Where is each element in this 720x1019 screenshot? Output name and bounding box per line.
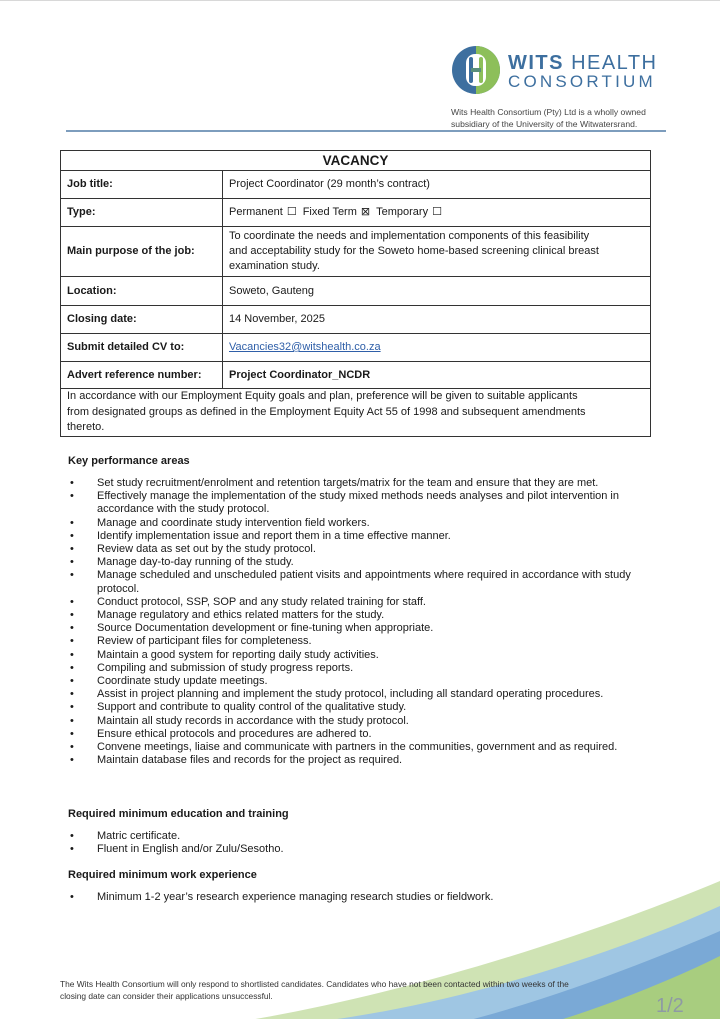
type-fixed-term-label: Fixed Term [302,206,357,218]
experience-heading: Required minimum work experience [68,869,257,881]
location-label: Location: [61,277,223,306]
vacancy-heading: VACANCY [61,151,651,171]
list-item: • Manage scheduled and unscheduled patient visits and appointments where required in accordance with study protocol. [68,569,658,595]
list-item: • Manage and coordinate study intervention field workers. [68,517,658,530]
list-item: • Convene meetings, liaise and communicate with partners in the communities, government and as required. [68,741,658,754]
location-value: Soweto, Gauteng [223,277,651,306]
list-item: • Conduct protocol, SSP, SOP and any study related training for staff. [68,596,658,609]
education-list [68,830,658,856]
list-item: • Maintain all study records in accordance with the study protocol. [68,715,658,728]
kpa-list [68,477,658,767]
list-item: • Matric certificate. [68,830,658,843]
page-number: 1/2 [656,995,684,1017]
logo-wordmark-top: WITS HEALTH [508,52,658,74]
type-permanent-label: Permanent [229,206,283,218]
table-row [61,334,651,362]
table-row [61,389,651,437]
list-item: • Set study recruitment/enrolment and retention targets/matrix for the team and ensure that they are met. [68,477,658,490]
main-purpose-value: To coordinate the needs and implementation components of this feasibility and acceptability study for the Soweto home-based screening clinical breast examination study. [223,227,651,277]
experience-list [68,891,658,904]
list-item: • Source Documentation development or fine-tuning when appropriate. [68,622,658,635]
list-item: • Assist in project planning and implement the study protocol, including all standard operating procedures. [68,688,658,701]
closing-date-label: Closing date: [61,306,223,334]
list-item: • Maintain a good system for reporting daily study activities. [68,649,658,662]
list-item: • Ensure ethical protocols and procedures are adhered to. [68,728,658,741]
list-item: • Maintain database files and records for the project as required. [68,754,658,767]
list-item: • Minimum 1-2 year’s research experience managing research studies or fieldwork. [68,891,658,904]
education-heading: Required minimum education and training [68,808,289,820]
list-item: • Identify implementation issue and report them in a time effective manner. [68,530,658,543]
fixed-term-checkbox-checked: ⊠ [360,206,371,218]
list-item: • Compiling and submission of study progress reports. [68,662,658,675]
type-label: Type: [61,199,223,227]
list-item: • Review data as set out by the study protocol. [68,543,658,556]
list-item: • Review of participant files for completeness. [68,635,658,648]
list-item: • Fluent in English and/or Zulu/Sesotho. [68,843,658,856]
permanent-checkbox: ☐ [286,206,297,218]
list-item: • Support and contribute to quality control of the qualitative study. [68,701,658,714]
cv-email-link[interactable]: Vacancies32@witshealth.co.za [229,341,381,353]
closing-date-value: 14 November, 2025 [223,306,651,334]
main-purpose-label: Main purpose of the job: [61,227,223,277]
company-logo [451,45,661,97]
table-row [61,199,651,227]
list-item: • Coordinate study update meetings. [68,675,658,688]
list-item: • Manage day-to-day running of the study. [68,556,658,569]
vacancy-heading-row [61,151,651,171]
subsidiary-note: Wits Health Consortium (Pty) Ltd is a wholly owned subsidiary of the University of the Witwatersrand. [451,107,646,129]
advert-ref-label: Advert reference number: [61,362,223,389]
submit-cv-cell [223,334,651,362]
type-temporary-label: Temporary [376,206,429,218]
table-row [61,171,651,199]
table-row [61,306,651,334]
advert-ref-value: Project Coordinator_NCDR [223,362,651,389]
list-item: • Effectively manage the implementation of the study mixed methods needs analyses and pilot intervention in accordance with the study protocol. [68,490,658,516]
vacancy-table [60,150,651,437]
list-item: • Manage regulatory and ethics related matters for the study. [68,609,658,622]
header-divider [66,130,666,132]
job-title-label: Job title: [61,171,223,199]
type-value [223,199,651,227]
wits-logo-icon [451,45,501,95]
logo-wordmark-bottom: CONSORTIUM [508,72,656,91]
kpa-heading: Key performance areas [68,455,190,467]
job-title-value: Project Coordinator (29 month’s contract) [223,171,651,199]
footer-note: The Wits Health Consortium will only respond to shortlisted candidates. Candidates who have not been contacted within two weeks of the closing date can consider their applications unsuccessful. [60,979,569,1001]
table-row [61,277,651,306]
table-row [61,362,651,389]
submit-cv-label: Submit detailed CV to: [61,334,223,362]
temporary-checkbox: ☐ [432,206,442,218]
table-row [61,227,651,277]
equity-statement: In accordance with our Employment Equity goals and plan, preference will be given to suitable applicants from designated groups as defined in the Employment Equity Act 55 of 1998 and subsequent amendments thereto. [61,389,651,437]
